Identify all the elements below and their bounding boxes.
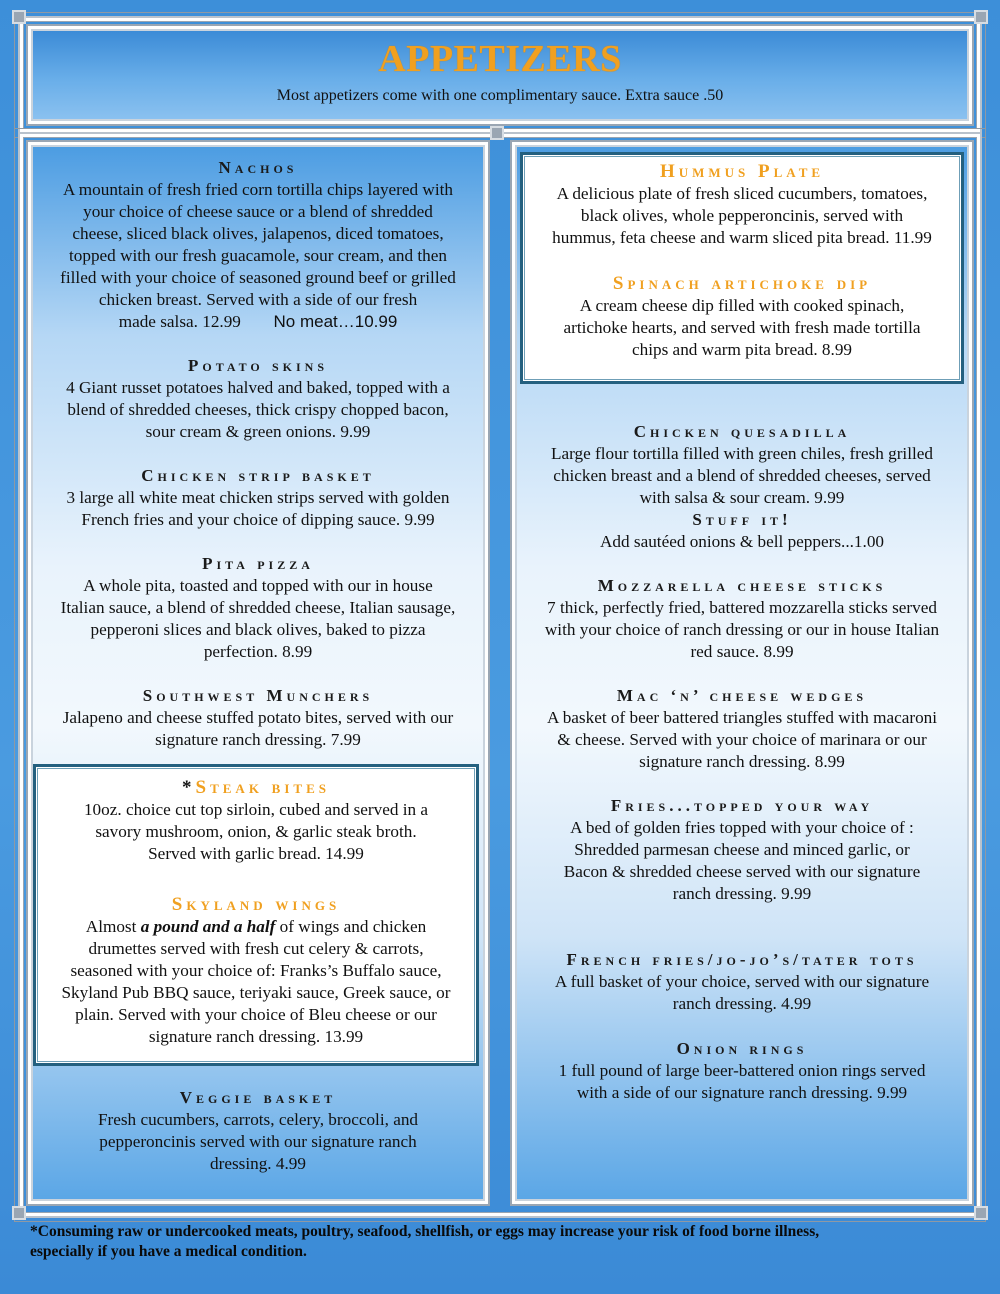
frame-corner (974, 10, 988, 24)
featured-box-right (520, 152, 964, 384)
item-description (31, 1109, 485, 1175)
item-title (36, 777, 476, 799)
desc-line: topped with our fresh guacamole, sour cream, and then (69, 246, 447, 265)
desc-line: 3 large all white meat chicken strips served with golden (66, 488, 450, 507)
desc-line (37, 311, 479, 333)
item-description (515, 1060, 969, 1104)
desc-line: pepperoni slices and black olives, baked to pizza (90, 620, 426, 639)
menu-item-mozzarella-sticks (515, 575, 969, 663)
desc-line: pepperoncinis served with our signature ranch (99, 1132, 417, 1151)
frame-corner (490, 126, 504, 140)
desc-line: 4 Giant russet potatoes halved and baked, topped with a (66, 378, 450, 397)
desc-line: artichoke hearts, and served with fresh made tortilla (563, 318, 921, 337)
desc-line: Large flour tortilla filled with green chiles, fresh grilled (551, 444, 933, 463)
desc-line: A mountain of fresh fried corn tortilla chips layered with (63, 180, 453, 199)
desc-line: Add sautéed onions & bell peppers...1.00 (599, 532, 885, 551)
desc-line: plain. Served with your choice of Bleu cheese or our (75, 1005, 437, 1024)
desc-line: dressing. 4.99 (210, 1154, 306, 1173)
item-title: Onion rings (676, 1039, 808, 1058)
menu-item-potato-skins (31, 355, 485, 443)
warning-line: especially if you have a medical condition. (30, 1243, 307, 1260)
desc-line: signature ranch dressing. 13.99 (148, 1027, 364, 1046)
desc-line: Bacon & shredded cheese served with our signature (563, 862, 921, 881)
item-title: Pita pizza (202, 554, 314, 573)
desc-line: A delicious plate of fresh sliced cucumbers, tomatoes, (556, 184, 928, 203)
header-banner (28, 26, 972, 124)
desc-line: A full basket of your choice, served with our signature (554, 972, 930, 991)
menu-item-chicken-quesadilla (515, 421, 969, 553)
desc-line: 7 thick, perfectly fried, battered mozzarella sticks served (547, 598, 937, 617)
desc-line: hummus, feta cheese and warm sliced pita bread. 11.99 (552, 228, 932, 247)
desc-line: Skyland Pub BBQ sauce, teriyaki sauce, Greek sauce, or (61, 983, 451, 1002)
item-description (523, 295, 961, 361)
desc-line: your choice of cheese sauce or a blend of shredded (83, 202, 433, 221)
desc-line: seasoned with your choice of: Franks’s Buffalo sauce, (70, 961, 442, 980)
item-description (515, 443, 969, 509)
desc-line: Italian sauce, a blend of shredded cheese, Italian sausage, (60, 598, 456, 617)
desc-line: perfection. 8.99 (203, 642, 313, 661)
desc-line: signature ranch dressing. 7.99 (155, 730, 361, 749)
desc-line: Jalapeno and cheese stuffed potato bites, served with our (62, 708, 454, 727)
item-description (31, 179, 485, 333)
desc-line: 10oz. choice cut top sirloin, cubed and served in a (83, 800, 429, 819)
item-description (515, 971, 969, 1015)
item-title: Hummus Plate (659, 161, 825, 182)
featured-box-left (33, 764, 479, 1066)
frame-corner (974, 1206, 988, 1220)
menu-item-spinach-dip (523, 273, 961, 361)
item-description (31, 575, 485, 663)
menu-item-southwest-munchers (31, 685, 485, 751)
star-mark: * (182, 777, 196, 798)
desc-line: A whole pita, toasted and topped with our in house (83, 576, 433, 595)
menu-item-skyland-wings (36, 894, 476, 1048)
desc-line: signature ranch dressing. 8.99 (639, 752, 845, 771)
page-title: APPETIZERS (378, 38, 622, 80)
desc-line: chips and warm pita bread. 8.99 (631, 340, 853, 359)
desc-line: cheese, sliced black olives, jalapenos, diced tomatoes, (72, 224, 444, 243)
item-description (36, 799, 476, 865)
desc-line: filled with your choice of seasoned ground beef or grilled (60, 268, 456, 287)
desc-line: blend of shredded cheeses, thick crispy chopped bacon, (67, 400, 449, 419)
desc-line: ranch dressing. 9.99 (672, 884, 812, 903)
desc-line: savory mushroom, onion, & garlic steak broth. (95, 822, 417, 841)
item-title: Skyland wings (171, 894, 341, 915)
text-fragment: of wings and chicken (275, 917, 427, 936)
desc-line: & cheese. Served with your choice of marinara or our (557, 730, 927, 749)
desc-line: sour cream & green onions. 9.99 (145, 422, 371, 441)
emphasis-text: a pound and a half (140, 917, 276, 936)
desc-line: A cream cheese dip filled with cooked spinach, (579, 296, 905, 315)
desc-line: with a side of our signature ranch dressing. 9.99 (576, 1083, 908, 1102)
desc-line: 1 full pound of large beer-battered onion rings served (558, 1061, 926, 1080)
item-description (36, 916, 476, 1048)
item-description (31, 707, 485, 751)
menu-item-pita-pizza (31, 553, 485, 663)
item-title: Nachos (218, 158, 298, 177)
item-description (515, 707, 969, 773)
item-description (523, 183, 961, 249)
desc-line (42, 916, 470, 938)
item-title: Fries...topped your way (610, 796, 874, 815)
item-description (515, 597, 969, 663)
menu-item-nachos (31, 157, 485, 333)
frame-corner (12, 10, 26, 24)
no-meat-price: No meat…10.99 (273, 312, 398, 331)
desc-line: Fresh cucumbers, carrots, celery, broccoli, and (97, 1110, 419, 1129)
desc-line: red sauce. 8.99 (690, 642, 794, 661)
menu-item-veggie-basket (31, 1087, 485, 1175)
menu-item-mac-cheese-wedges (515, 685, 969, 773)
frame-corner (12, 1206, 26, 1220)
menu-item-fries-topped (515, 795, 969, 905)
desc-line: with your choice of ranch dressing or our in house Italian (544, 620, 940, 639)
item-title: Spinach artichoke dip (612, 273, 872, 294)
item-title: Chicken quesadilla (633, 422, 851, 441)
menu-item-chicken-strip (31, 465, 485, 531)
item-description (31, 487, 485, 531)
desc-line: chicken breast. Served with a side of our fresh (98, 290, 418, 309)
item-description (515, 817, 969, 905)
item-title: Veggie basket (179, 1088, 337, 1107)
text-fragment: Almost (85, 917, 141, 936)
item-description (31, 377, 485, 443)
desc-line: Shredded parmesan cheese and minced garlic, or (574, 840, 910, 859)
menu-item-onion-rings (515, 1038, 969, 1104)
desc-line: chicken breast and a blend of shredded cheeses, served (553, 466, 931, 485)
item-title: Chicken strip basket (141, 466, 375, 485)
warning-line: *Consuming raw or undercooked meats, poultry, seafood, shellfish, or eggs may increase your risk of food borne illness, (30, 1223, 820, 1240)
desc-line: drumettes served with fresh cut celery & carrots, (88, 939, 424, 958)
price-line: made salsa. 12.99 (118, 312, 241, 331)
steak-bites-title: Steak bites (195, 777, 330, 798)
desc-line: ranch dressing. 4.99 (672, 994, 812, 1013)
item-title: Southwest Munchers (142, 686, 374, 705)
consumption-warning (30, 1222, 975, 1262)
item-title: Mozzarella cheese sticks (597, 576, 887, 595)
desc-line: A basket of beer battered triangles stuffed with macaroni (546, 708, 938, 727)
desc-line: black olives, whole pepperoncinis, served with (580, 206, 904, 225)
item-subtitle: Stuff it! (692, 510, 792, 529)
menu-item-french-fries (515, 949, 969, 1015)
desc-line: with salsa & sour cream. 9.99 (639, 488, 845, 507)
menu-item-steak-bites (36, 777, 476, 865)
item-title: Mac ‘n’ cheese wedges (616, 686, 868, 705)
desc-line: A bed of golden fries topped with your choice of : (570, 818, 914, 837)
item-title: French fries/jo-jo’s/tater tots (566, 950, 918, 969)
desc-line: French fries and your choice of dipping sauce. 9.99 (81, 510, 435, 529)
desc-line: Served with garlic bread. 14.99 (148, 844, 364, 863)
item-title: Potato skins (188, 356, 328, 375)
page-subtitle: Most appetizers come with one complimentary sauce. Extra sauce .50 (276, 87, 724, 104)
menu-item-hummus-plate (523, 161, 961, 249)
